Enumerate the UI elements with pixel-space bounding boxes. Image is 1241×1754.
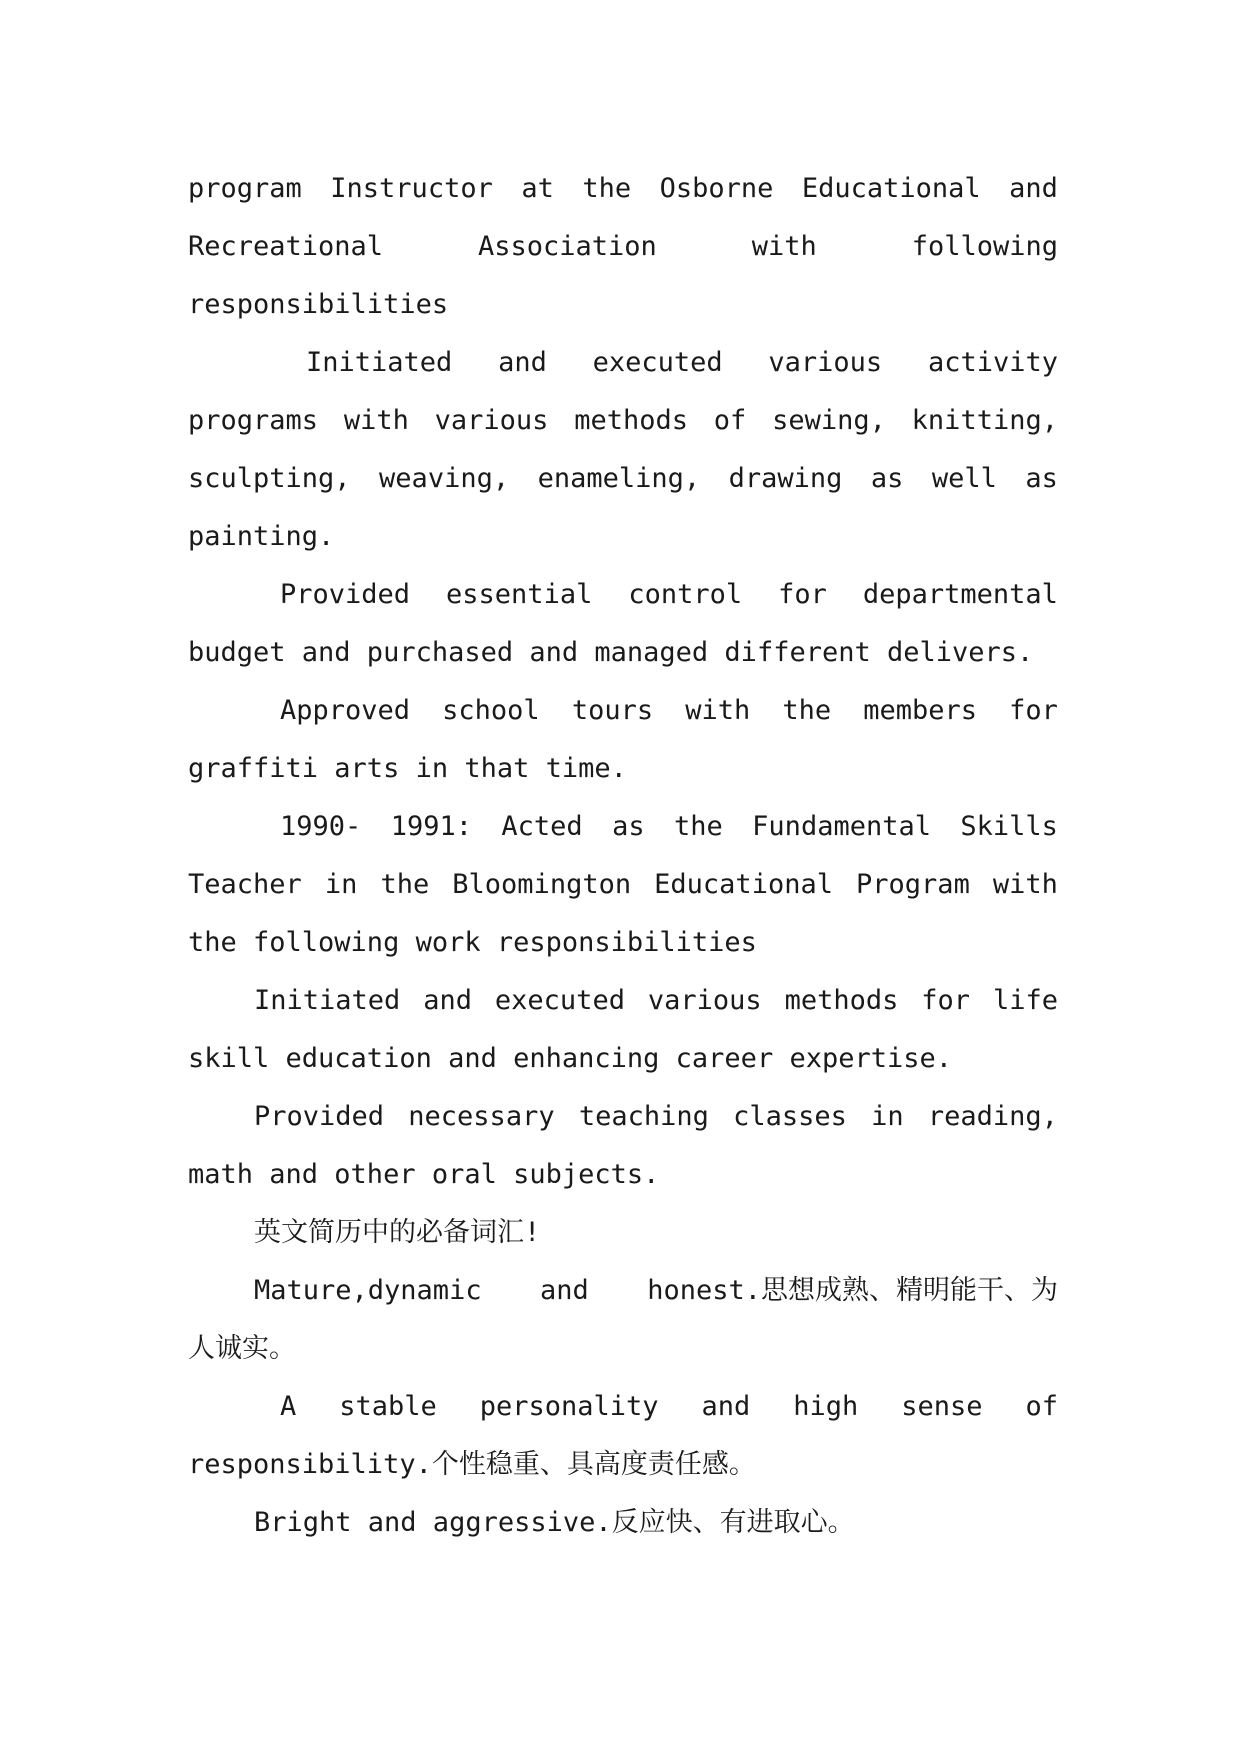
word: Provided	[280, 579, 411, 610]
word: and	[540, 1275, 589, 1306]
word: sewing,	[772, 405, 886, 436]
paragraph-1-line-3: responsibilities	[188, 289, 449, 320]
word: Educational	[654, 869, 833, 900]
word: tours	[571, 695, 654, 726]
paragraph-7-line-2: math and other oral subjects.	[188, 1159, 660, 1190]
word: weaving,	[379, 463, 510, 494]
word: the	[582, 173, 632, 204]
word: 1990-	[280, 811, 362, 842]
word: teaching	[578, 1101, 709, 1132]
word: and	[423, 985, 472, 1016]
word: enameling,	[537, 463, 701, 494]
word: well	[931, 463, 997, 494]
word: school	[442, 695, 540, 726]
word: in	[324, 869, 358, 900]
word: sense	[901, 1391, 983, 1422]
paragraph-1-line-2	[188, 218, 1058, 276]
word: the	[380, 869, 430, 900]
word: members	[863, 695, 978, 726]
paragraph-11-line-1: Bright and aggressive.反应快、有进取心。	[254, 1507, 855, 1538]
paragraph-2-line-1	[188, 334, 1058, 392]
word: drawing	[728, 463, 843, 494]
paragraph-3-line-1	[188, 566, 1058, 624]
word: stable	[339, 1391, 437, 1422]
word: program	[188, 173, 302, 204]
word: with	[343, 405, 409, 436]
word: methods	[574, 405, 689, 436]
word: the	[673, 811, 723, 842]
word: in	[871, 1101, 904, 1132]
paragraph-4-line-2: graffiti arts in that time.	[188, 753, 627, 784]
word: with	[992, 869, 1058, 900]
word: classes	[733, 1101, 847, 1132]
word: executed	[592, 347, 723, 378]
document-body	[188, 160, 1058, 1552]
word: Approved	[280, 695, 411, 726]
word: control	[628, 579, 743, 610]
word: Acted	[501, 811, 583, 842]
word: high	[793, 1391, 859, 1422]
paragraph-6-line-2: skill education and enhancing career expertise.	[188, 1043, 953, 1074]
paragraph-2-line-4: painting.	[188, 521, 335, 552]
word: of	[1025, 1391, 1058, 1422]
word: various	[768, 347, 883, 378]
word: programs	[188, 405, 319, 436]
word: Osborne	[659, 173, 774, 204]
paragraph-6-line-1	[188, 972, 1058, 1030]
word: life	[992, 985, 1058, 1016]
word: various	[434, 405, 549, 436]
word: Skills	[960, 811, 1058, 842]
word: Teacher	[188, 869, 302, 900]
vocabulary-heading: 英文简历中的必备词汇!	[254, 1217, 541, 1248]
word: essential	[446, 579, 593, 610]
word: A	[280, 1391, 297, 1422]
word: for	[921, 985, 971, 1016]
word: as	[612, 811, 645, 842]
word: with	[751, 231, 817, 262]
paragraph-3-line-2: budget and purchased and managed different delivers.	[188, 637, 1034, 668]
word: reading,	[927, 1101, 1058, 1132]
paragraph-9-line-2: 人诚实。	[188, 1333, 296, 1364]
paragraph-4-line-1	[188, 682, 1058, 740]
word: activity	[927, 347, 1058, 378]
paragraph-5-line-3: the following work responsibilities	[188, 927, 757, 958]
word: following	[911, 231, 1058, 262]
word: knitting,	[911, 405, 1058, 436]
word: Recreational	[188, 231, 384, 262]
word: for	[778, 579, 827, 610]
word: as	[870, 463, 904, 494]
word: and	[498, 347, 547, 378]
paragraph-10-line-1	[188, 1378, 1058, 1436]
word: and	[1009, 173, 1058, 204]
word: Association	[478, 231, 657, 262]
word: for	[1009, 695, 1058, 726]
paragraph-10-line-2: responsibility.个性稳重、具高度责任感。	[188, 1449, 756, 1480]
word: Bloomington	[452, 869, 632, 900]
word: the	[782, 695, 832, 726]
word: Instructor	[330, 173, 493, 204]
word: with	[685, 695, 751, 726]
paragraph-1-line-1	[188, 160, 1058, 218]
word: Fundamental	[752, 811, 931, 842]
word: Initiated	[254, 985, 401, 1016]
word: and	[701, 1391, 751, 1422]
word: at	[521, 173, 554, 204]
paragraph-2-line-2	[188, 392, 1058, 450]
word: sculpting,	[188, 463, 351, 494]
paragraph-7-line-1	[188, 1088, 1058, 1146]
word: 1991:	[390, 811, 472, 842]
word: departmental	[862, 579, 1058, 610]
word: honest.思想成熟、精明能干、为	[647, 1275, 1058, 1306]
word: necessary	[408, 1101, 555, 1132]
word: Provided	[254, 1101, 385, 1132]
word: of	[713, 405, 747, 436]
paragraph-5-line-1	[188, 798, 1058, 856]
word: as	[1025, 463, 1058, 494]
word: Program	[856, 869, 970, 900]
paragraph-2-line-3	[188, 450, 1058, 508]
word: Initiated	[306, 347, 453, 378]
word: personality	[479, 1391, 659, 1422]
word: various	[647, 985, 762, 1016]
word: methods	[784, 985, 899, 1016]
paragraph-5-line-2	[188, 856, 1058, 914]
word: Mature,dynamic	[254, 1275, 482, 1306]
word: executed	[494, 985, 625, 1016]
paragraph-9-line-1	[188, 1262, 1058, 1320]
word: Educational	[801, 173, 981, 204]
